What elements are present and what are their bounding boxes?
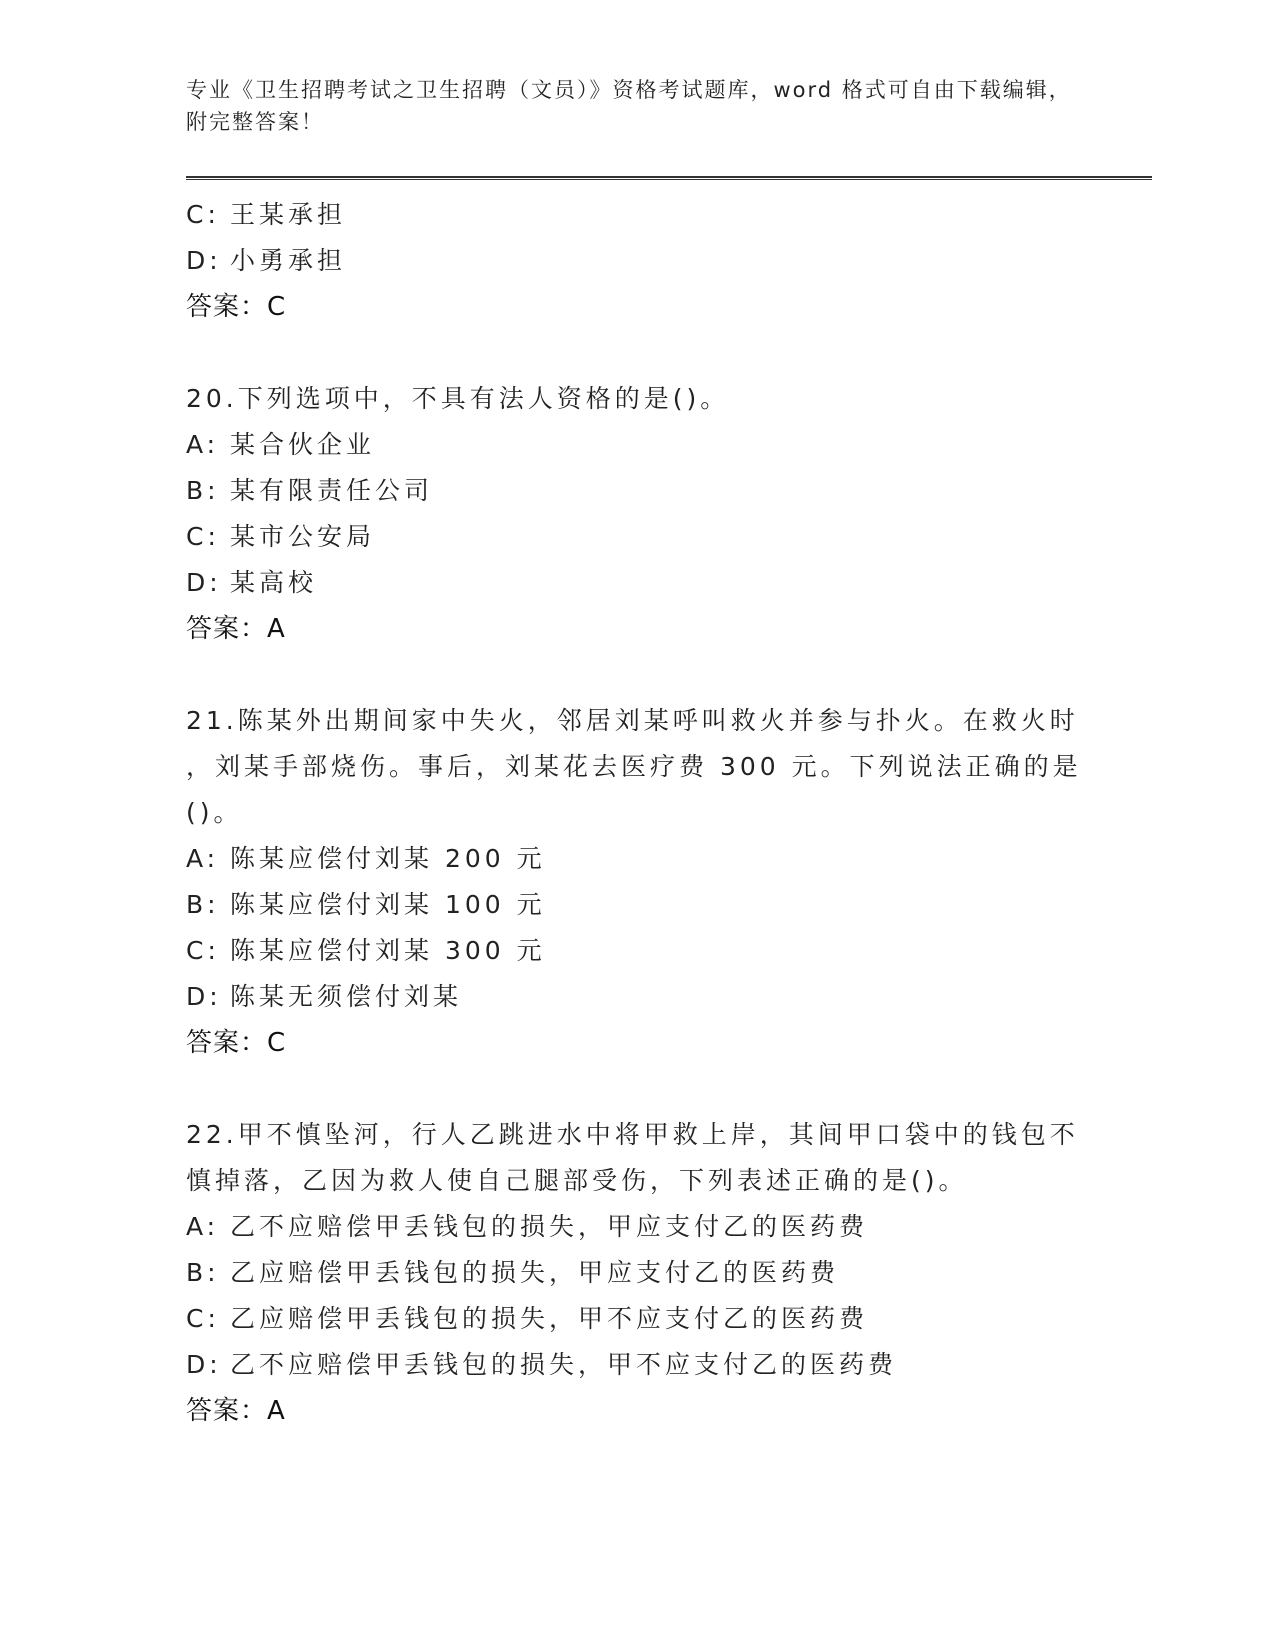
option-d <box>186 238 1086 284</box>
option-key: C: <box>186 522 220 551</box>
option-text: 陈某应偿付刘某 200 元 <box>230 844 546 873</box>
option-key: D: <box>186 982 222 1011</box>
option-text: 陈某应偿付刘某 100 元 <box>230 890 546 919</box>
question-stem-line: 慎掉落，乙因为救人使自己腿部受伤，下列表述正确的是()。 <box>186 1166 968 1195</box>
option-d <box>186 560 1086 606</box>
question-21 <box>186 698 1086 1066</box>
option-text: 乙应赔偿甲丢钱包的损失，甲应支付乙的医药费 <box>230 1258 840 1287</box>
answer-line: 答案：C <box>186 1028 287 1058</box>
option-text: 某高校 <box>230 568 318 597</box>
answer-line: 答案：A <box>186 1396 286 1426</box>
option-text: 乙不应赔偿甲丢钱包的损失，甲不应支付乙的医药费 <box>230 1350 898 1379</box>
option-text: 某市公安局 <box>230 522 376 551</box>
answer-line: 答案：C <box>186 292 287 322</box>
question-stem-line: 22.甲不慎坠河，行人乙跳进水中将甲救上岸，其间甲口袋中的钱包不 <box>186 1120 1079 1149</box>
option-text: 王某承担 <box>230 200 347 229</box>
option-c <box>186 514 1086 560</box>
question-stem-line: ()。 <box>186 798 243 827</box>
option-d <box>186 974 1086 1020</box>
option-text: 陈某无须偿付刘某 <box>230 982 463 1011</box>
option-key: D: <box>186 1350 222 1379</box>
option-text: 乙应赔偿甲丢钱包的损失，甲不应支付乙的医药费 <box>230 1304 869 1333</box>
option-key: C: <box>186 1304 220 1333</box>
header-divider <box>186 176 1152 180</box>
option-key: A: <box>186 430 220 459</box>
option-a <box>186 1204 1086 1250</box>
question-22 <box>186 1112 1086 1434</box>
option-text: 陈某应偿付刘某 300 元 <box>230 936 546 965</box>
option-key: B: <box>186 476 220 505</box>
option-key: C: <box>186 200 220 229</box>
question-stem: 20.下列选项中，不具有法人资格的是()。 <box>186 384 730 413</box>
option-b <box>186 1250 1086 1296</box>
option-text: 乙不应赔偿甲丢钱包的损失，甲应支付乙的医药费 <box>230 1212 869 1241</box>
option-key: D: <box>186 246 222 275</box>
option-a <box>186 422 1086 468</box>
option-key: B: <box>186 1258 220 1287</box>
question-stem-line: 21.陈某外出期间家中失火，邻居刘某呼叫救火并参与扑火。在救火时 <box>186 706 1079 735</box>
option-b <box>186 468 1086 514</box>
question-stem-line: ，刘某手部烧伤。事后，刘某花去医疗费 300 元。下列说法正确的是 <box>186 752 1082 781</box>
option-text: 某有限责任公司 <box>230 476 434 505</box>
option-key: A: <box>186 1212 220 1241</box>
document-body <box>186 192 1086 1434</box>
option-key: D: <box>186 568 222 597</box>
answer-line: 答案：A <box>186 614 286 644</box>
question-20 <box>186 376 1086 652</box>
option-key: B: <box>186 890 220 919</box>
carryover-question <box>186 192 1086 330</box>
option-a <box>186 836 1086 882</box>
option-c <box>186 928 1086 974</box>
option-d <box>186 1342 1086 1388</box>
option-c <box>186 1296 1086 1342</box>
option-text: 某合伙企业 <box>230 430 376 459</box>
option-c <box>186 192 1086 238</box>
option-key: C: <box>186 936 220 965</box>
option-b <box>186 882 1086 928</box>
page-header: 专业《卫生招聘考试之卫生招聘（文员）》资格考试题库，word 格式可自由下载编辑，附完整答案！ <box>186 78 1072 134</box>
option-text: 小勇承担 <box>230 246 347 275</box>
option-key: A: <box>186 844 220 873</box>
